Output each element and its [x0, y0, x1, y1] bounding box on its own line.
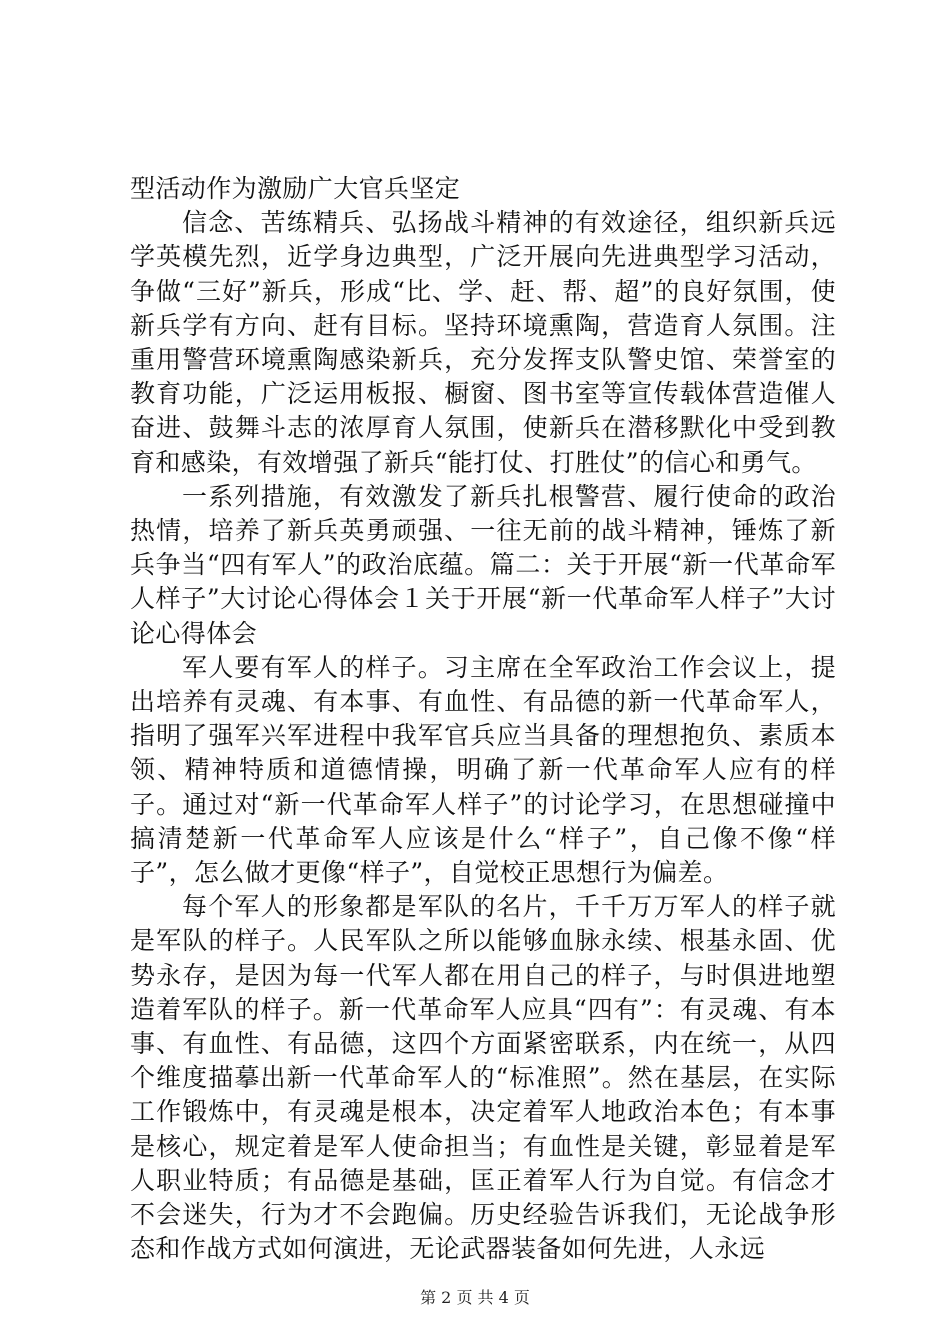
- paragraph: 一系列措施，有效激发了新兵扎根警营、履行使命的政治热情，培养了新兵英勇顽强、一往无前的战斗精神，锤炼了新兵争当“四有军人”的政治底蕴。篇二：关于开展“新一代革命军人样子”大讨论心得体会１关于开展“新一代革命军人样子”大讨论心得体会: [130, 481, 836, 648]
- document-body: [130, 172, 836, 1267]
- paragraph: 每个军人的形象都是军队的名片，千千万万军人的样子就是军队的样子。人民军队之所以能够血脉永续、根基永固、优势永存，是因为每一代军人都在用自己的样子，与时俱进地塑造着军队的样子。新一代革命军人应具“四有”：有灵魂、有本事、有血性、有品德，这四个方面紧密联系，内在统一，从四个维度描摹出新一代革命军人的“标准照”。然在基层，在实际工作锻炼中，有灵魂是根本，决定着军人地政治本色；有本事是核心，规定着是军人使命担当；有血性是关键，彰显着是军人职业特质；有品德是基础，匡正着军人行为自觉。有信念才不会迷失，行为才不会跑偏。历史经验告诉我们，无论战争形态和作战方式如何演进，无论武器装备如何先进，人永远: [130, 892, 836, 1264]
- page-number-label: 第 2 页 共 4 页: [420, 1288, 530, 1307]
- paragraph: 信念、苦练精兵、弘扬战斗精神的有效途径，组织新兵远学英模先烈，近学身边典型，广泛开展向先进典型学习活动，争做“三好”新兵，形成“比、学、赶、帮、超”的良好氛围，使新兵学有方向、赶有目标。坚持环境熏陶，营造育人氛围。注重用警营环境熏陶感染新兵，充分发挥支队警史馆、荣誉室的教育功能，广泛运用板报、橱窗、图书室等宣传载体营造催人奋进、鼓舞斗志的浓厚育人氛围，使新兵在潜移默化中受到教育和感染，有效增强了新兵“能打仗、打胜仗”的信心和勇气。: [130, 208, 836, 477]
- paragraph: 军人要有军人的样子。习主席在全军政治工作会议上，提出培养有灵魂、有本事、有血性、有品德的新一代革命军人，指明了强军兴军进程中我军官兵应当具备的理想抱负、素质本领、精神特质和道德情操，明确了新一代革命军人应有的样子。通过对“新一代革命军人样子”的讨论学习，在思想碰撞中搞清楚新一代革命军人应该是什么“样子”，自己像不像“样子”，怎么做才更像“样子”，自觉校正思想行为偏差。: [130, 652, 836, 888]
- paragraph: 型活动作为激励广大官兵坚定: [130, 174, 461, 203]
- page-footer: [0, 1288, 950, 1308]
